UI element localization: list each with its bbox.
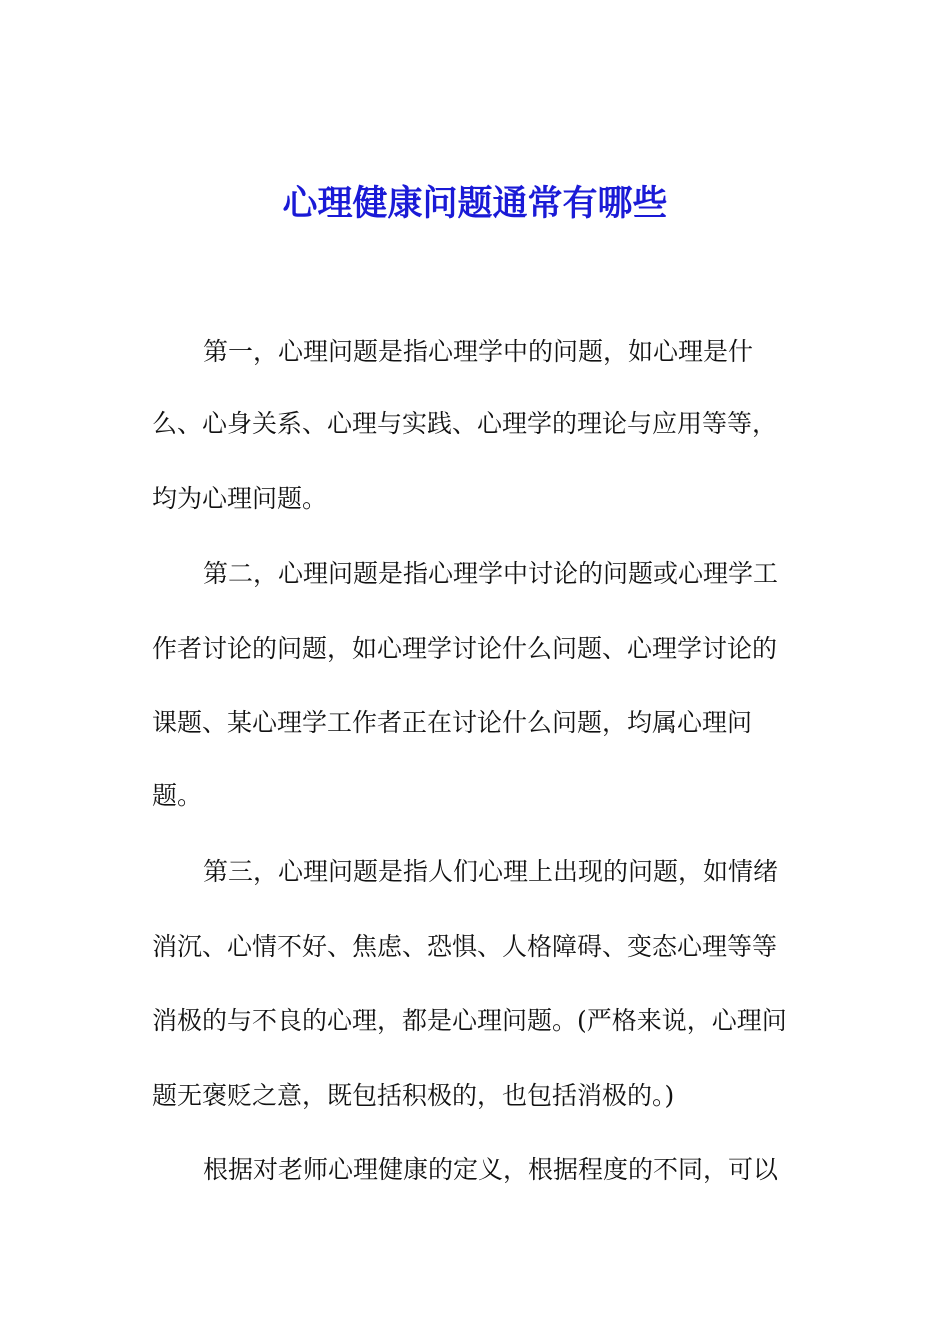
paragraph-3-line-2: 消沉、心情不好、焦虑、恐惧、人格障碍、变态心理等等 xyxy=(152,932,778,961)
paragraph-4-line-1: 根据对老师心理健康的定义，根据程度的不同，可以 xyxy=(203,1155,779,1184)
paragraph-2-line-2: 作者讨论的问题，如心理学讨论什么问题、心理学讨论的 xyxy=(152,634,778,663)
paragraph-2-line-3: 课题、某心理学工作者正在讨论什么问题，均属心理问 xyxy=(152,708,753,737)
paragraph-2-line-1: 第二，心理问题是指心理学中讨论的问题或心理学工 xyxy=(203,559,779,588)
paragraph-3-line-3: 消极的与不良的心理，都是心理问题。(严格来说，心理问 xyxy=(152,1006,787,1035)
paragraph-1-line-2: 么、心身关系、心理与实践、心理学的理论与应用等等， xyxy=(152,409,778,438)
paragraph-1-line-1: 第一，心理问题是指心理学中的问题，如心理是什 xyxy=(203,337,754,366)
paragraph-3-line-1: 第三，心理问题是指人们心理上出现的问题，如情绪 xyxy=(203,857,779,886)
paragraph-2-line-4: 题。 xyxy=(152,781,203,810)
paragraph-1-line-3: 均为心理问题。 xyxy=(152,484,328,513)
paragraph-3-line-4: 题无褒贬之意，既包括积极的，也包括消极的。) xyxy=(152,1081,675,1110)
document-title: 心理健康问题通常有哪些 xyxy=(282,183,668,224)
